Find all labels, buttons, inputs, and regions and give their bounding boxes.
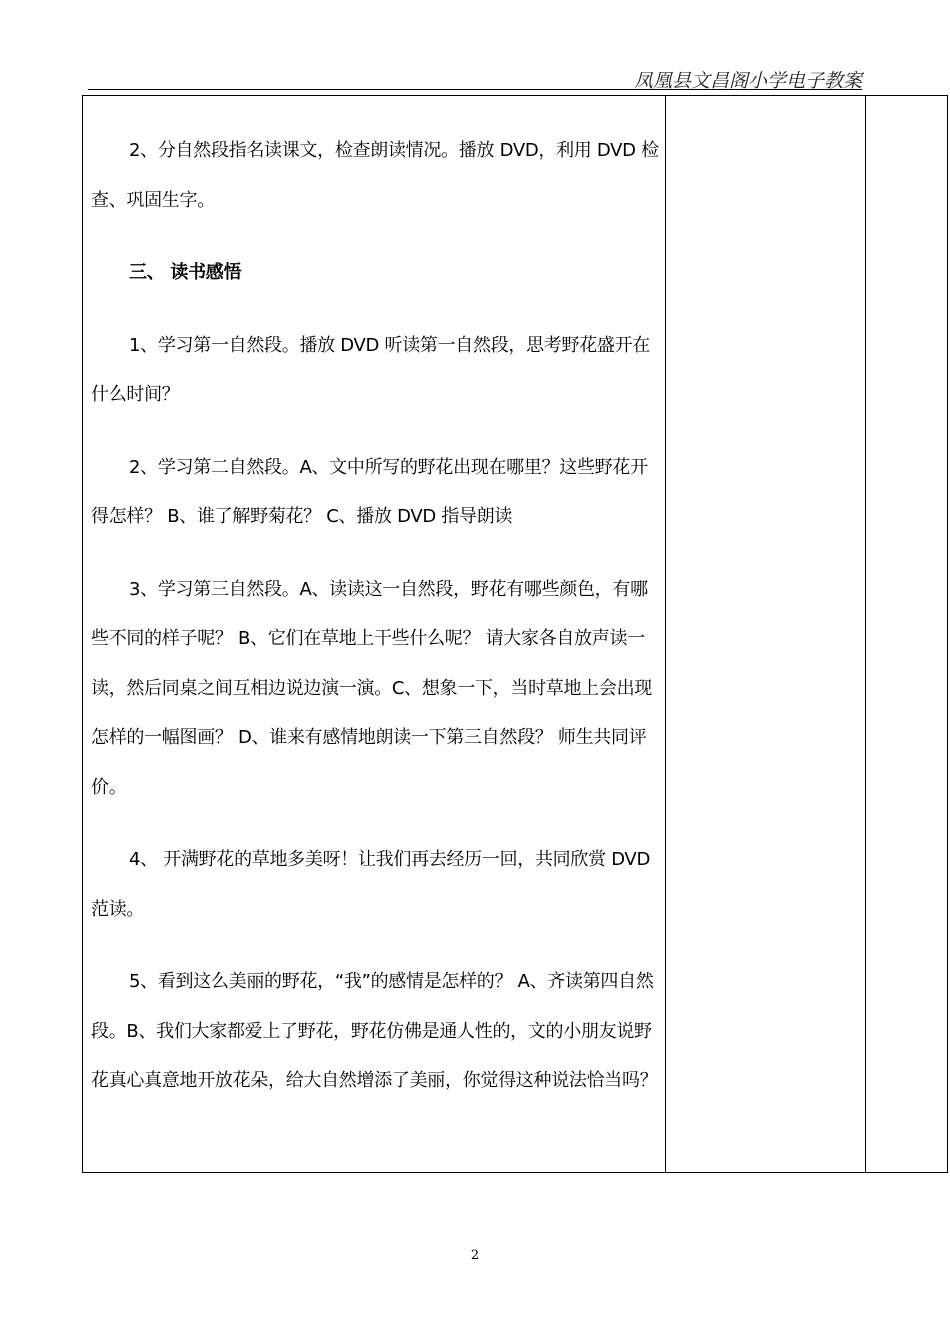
- paragraph-feelings-discussion: 5、看到这么美丽的野花，“我”的感情是怎样的？ A、齐读第四自然段。B、我们大家都爱上了野花，野花仿佛是通人性的，文的小朋友说野花真心真意地开放花朵，给大自然增添了美丽，你觉得这种说法恰当吗？: [91, 971, 658, 1091]
- paragraph-study-second-section: 2、学习第二自然段。A、文中所写的野花出现在哪里？这些野花开得怎样？ B、谁了解野菊花？ C、播放 DVD 指导朗读: [91, 456, 648, 527]
- notes-column: [666, 96, 866, 1172]
- lesson-content: [91, 126, 659, 1129]
- paragraph-study-third-section: 3、学习第三自然段。A、读读这一自然段，野花有哪些颜色，有哪些不同的样子呢？ B、它们在草地上干些什么呢？ 请大家各自放声读一读，然后同桌之间互相边说边演一演。C、想象一下，当时草地上会出现怎样的一幅图画？ D、谁来有感情地朗读一下第三自然段？ 师生共同评价。: [91, 578, 652, 798]
- paragraph-study-first-section: 1、学习第一自然段。播放 DVD 听读第一自然段，思考野花盛开在什么时间？: [91, 334, 651, 405]
- lesson-content-column: [83, 96, 666, 1172]
- lesson-plan-table: [82, 95, 948, 1173]
- paragraph-check-reading: 2、分自然段指名读课文，检查朗读情况。播放 DVD，利用 DVD 检查、巩固生字。: [91, 140, 659, 211]
- paragraph-appreciate-reading: 4、 开满野花的草地多美呀！让我们再去经历一回，共同欣赏 DVD 范读。: [91, 849, 651, 920]
- page-number: 2: [470, 1248, 480, 1263]
- header-rule: [88, 89, 862, 90]
- remarks-column: [866, 96, 947, 1172]
- section-heading-reading-insight: 三、 读书感悟: [129, 262, 242, 283]
- document-header-title: 凤凰县文昌阁小学电子教案: [633, 70, 862, 92]
